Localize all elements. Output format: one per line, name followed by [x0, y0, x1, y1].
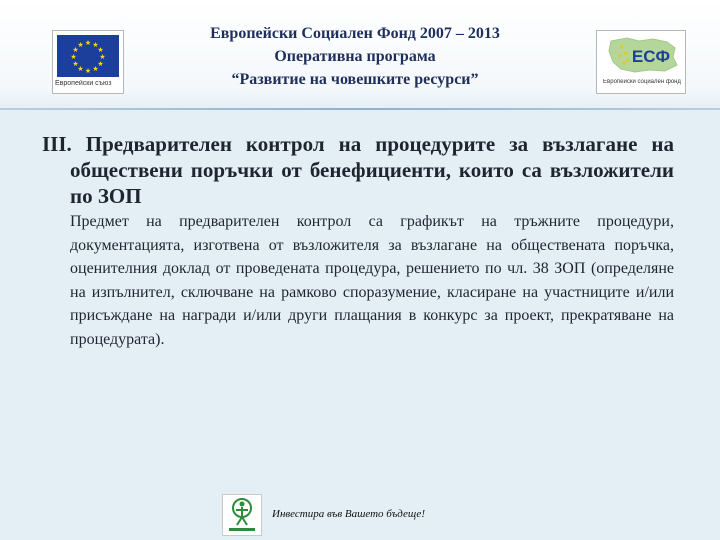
programme-title [150, 22, 560, 91]
svg-text:★: ★ [99, 53, 106, 61]
svg-text:★: ★ [97, 60, 104, 68]
svg-text:★: ★ [92, 41, 99, 49]
svg-text:★: ★ [621, 60, 627, 67]
esf-logo-text: ЕСФ [631, 47, 671, 66]
eu-logo-caption: Европейски съюз [55, 80, 112, 87]
svg-text:★: ★ [84, 39, 92, 47]
bulgaria-map-icon [605, 35, 679, 75]
eu-stars-icon [57, 35, 119, 77]
eu-logo [52, 30, 124, 94]
title-line-programme: Оперативна програма [274, 48, 436, 65]
op-hrd-logo-icon [222, 494, 262, 536]
svg-text:★: ★ [97, 46, 104, 54]
title-line-fund: Европейски Социален Фонд 2007 – 2013 [210, 25, 500, 42]
svg-text:★: ★ [77, 41, 84, 49]
esf-logo [596, 30, 686, 94]
svg-text:★: ★ [72, 60, 79, 68]
section-heading: III. Предварителен контрол на процедурите за възлагане на обществени поръчки от бенефициенти, които са възложители по ЗОП [42, 132, 674, 208]
svg-text:★: ★ [77, 65, 84, 73]
svg-text:★: ★ [617, 53, 623, 60]
header-divider [0, 108, 720, 110]
footer-slogan: Инвестира във Вашето бъдеще! [272, 508, 425, 520]
footer-emblem-icon [223, 495, 261, 535]
section-body-text: Предмет на предварителен контрол са графикът на тръжните процедури, документацията, изготвена от възложителя за възлагане на обществената поръчка, оценителния доклад от проведената процедура, решението по чл. 38 ЗОП (определяне на изпълнител, сключване на рамково споразумение, класиране на участниците и/или присъждане на награди и/или други плащания в конкурс за проект, прекратяване на процедурата). [70, 213, 674, 348]
svg-text:★: ★ [623, 50, 629, 57]
svg-text:★: ★ [619, 44, 625, 51]
esf-logo-caption: Европейски социален фонд [603, 79, 681, 85]
eu-flag-icon [57, 35, 119, 77]
svg-text:★: ★ [625, 57, 631, 64]
title-line-name: “Развитие на човешките ресурси” [231, 71, 479, 88]
svg-text:★: ★ [84, 67, 92, 75]
svg-text:★: ★ [72, 46, 79, 54]
svg-text:★: ★ [70, 53, 77, 61]
svg-text:★: ★ [92, 65, 99, 73]
